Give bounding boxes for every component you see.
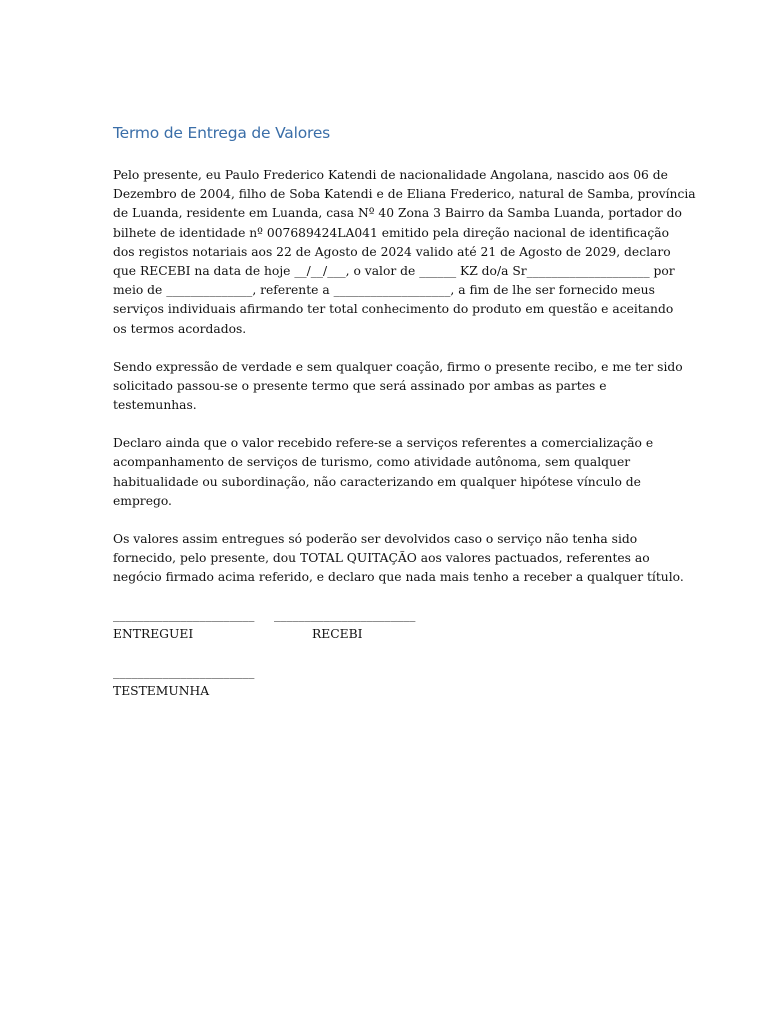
text-line: acompanhamento de serviços de turismo, como atividade autônoma, sem qualquer [113, 455, 631, 470]
text-line: de Luanda, residente em Luanda, casa Nº 40 Zona 3 Bairro da Samba Luanda, portador do [113, 206, 682, 221]
text-line: que RECEBI na data de hoje __/__/___, o valor de ______ KZ do/a Sr____________________ por [113, 263, 675, 278]
text-line: habitualidade ou subordinação, não caracterizando em qualquer hipótese vínculo de [113, 474, 641, 489]
text-line: bilhete de identidade nº 007689424LA041 emitido pela direção nacional de identificação [113, 225, 669, 240]
paragraph-declaration [113, 166, 696, 339]
signature-line-recebi: _______________________ [274, 608, 416, 622]
signature-line-entreguei: _______________________ [113, 608, 255, 622]
text-line: emprego. [113, 493, 172, 508]
document-body [113, 166, 696, 607]
text-line: Dezembro de 2004, filho de Soba Katendi e de Eliana Frederico, natural de Samba, província [113, 187, 696, 202]
text-line: testemunhas. [113, 398, 197, 413]
recebi-label: RECEBI [312, 627, 363, 641]
text-line: dos registos notariais aos 22 de Agosto de 2024 valido até 21 de Agosto de 2029, declaro [113, 244, 671, 259]
paragraph-truth [113, 358, 683, 416]
text-line: os termos acordados. [113, 321, 247, 336]
text-line: Sendo expressão de verdade e sem qualquer coação, firmo o presente recibo, e me ter sido [113, 359, 683, 374]
text-line: meio de ______________, referente a ___________________, a fim de lhe ser fornecido meus [113, 283, 655, 298]
text-line: negócio firmado acima referido, e declaro que nada mais tenho a receber a qualquer título. [113, 570, 684, 585]
text-line: solicitado passou-se o presente termo que será assinado por ambas as partes e [113, 378, 607, 393]
text-line: Pelo presente, eu Paulo Frederico Katendi de nacionalidade Angolana, nascido aos 06 de [113, 168, 668, 182]
paragraph-refund [113, 530, 684, 588]
text-line: Os valores assim entregues só poderão ser devolvidos caso o serviço não tenha sido [113, 532, 638, 546]
paragraph-services [113, 434, 658, 511]
entreguei-label: ENTREGUEI [113, 627, 194, 641]
text-line: serviços individuais afirmando ter total conhecimento do produto em questão e aceitando [113, 302, 674, 317]
document-title: Termo de Entrega de Valores [113, 124, 331, 142]
signature-line-witness: _______________________ [113, 665, 255, 679]
witness-label: TESTEMUNHA [113, 684, 210, 698]
text-line: fornecido, pelo presente, dou TOTAL QUITAÇÃO aos valores pactuados, referentes ao [113, 551, 650, 566]
text-line: Declaro ainda que o valor recebido refere-se a serviços referentes a comercialização e [113, 436, 654, 451]
